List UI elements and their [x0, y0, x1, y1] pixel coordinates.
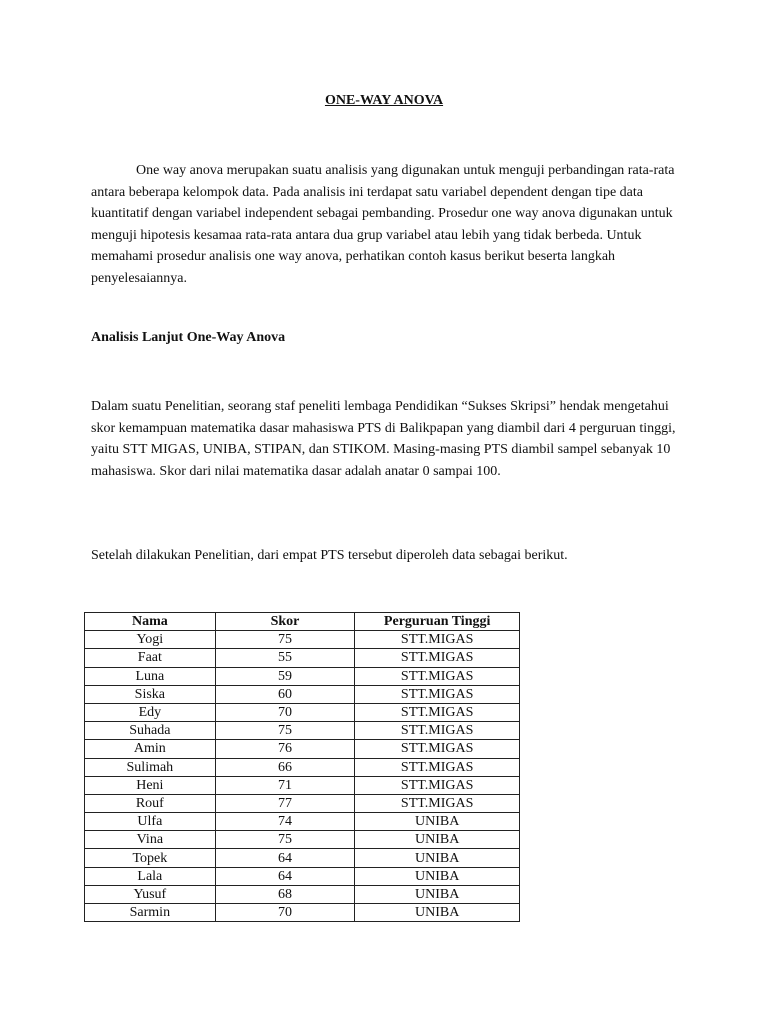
table-row [85, 904, 520, 922]
cell-skor: 64 [215, 849, 355, 867]
cell-perguruan-tinggi: STT.MIGAS [355, 703, 520, 721]
table-row [85, 758, 520, 776]
table-row [85, 722, 520, 740]
cell-nama: Siska [85, 685, 216, 703]
cell-perguruan-tinggi: STT.MIGAS [355, 722, 520, 740]
cell-perguruan-tinggi: STT.MIGAS [355, 649, 520, 667]
table-header-row [85, 613, 520, 631]
table-row [85, 794, 520, 812]
cell-nama: Topek [85, 849, 216, 867]
cell-skor: 76 [215, 740, 355, 758]
cell-perguruan-tinggi: STT.MIGAS [355, 740, 520, 758]
table-row [85, 831, 520, 849]
cell-perguruan-tinggi: UNIBA [355, 813, 520, 831]
case-paragraph: Dalam suatu Penelitian, seorang staf peneliti lembaga Pendidikan “Sukses Skripsi” hendak mengetahui skor kemampuan matematika dasar mahasiswa PTS di Balikpapan yang diambil dari 4 perguruan tinggi, yaitu STT MIGAS, UNIBA, STIPAN, dan STIKOM. Masing-masing PTS diambil sampel sebanyak 10 mahasiswa. Skor dari nilai matematika dasar adalah anatar 0 sampai 100. [91, 399, 676, 479]
document-title: ONE-WAY ANOVA [324, 93, 444, 108]
table-row [85, 703, 520, 721]
cell-nama: Yogi [85, 631, 216, 649]
intro-paragraph: One way anova merupakan suatu analisis yang digunakan untuk menguji perbandingan rata-rata antara beberapa kelompok data. Pada analisis ini terdapat satu variabel dependent dengan tipe data kuantitatif dengan variabel independent sebagai pembanding. Prosedur one way anova digunakan untuk menguji hipotesis kesamaa rata-rata antara dua grup variabel atau lebih yang tidak berbeda. Untuk memahami prosedur analisis one way anova, perhatikan contoh kasus berikut beserta langkah penyelesaiannya. [91, 163, 675, 286]
cell-perguruan-tinggi: STT.MIGAS [355, 758, 520, 776]
cell-perguruan-tinggi: UNIBA [355, 904, 520, 922]
cell-skor: 68 [215, 885, 355, 903]
cell-nama: Vina [85, 831, 216, 849]
cell-perguruan-tinggi: UNIBA [355, 867, 520, 885]
cell-nama: Lala [85, 867, 216, 885]
table-row [85, 776, 520, 794]
cell-skor: 66 [215, 758, 355, 776]
cell-nama: Yusuf [85, 885, 216, 903]
cell-skor: 70 [215, 703, 355, 721]
cell-skor: 77 [215, 794, 355, 812]
data-table-container [84, 612, 520, 922]
cell-nama: Heni [85, 776, 216, 794]
header-nama: Nama [85, 613, 216, 631]
cell-perguruan-tinggi: STT.MIGAS [355, 794, 520, 812]
data-table [84, 612, 520, 922]
cell-perguruan-tinggi: STT.MIGAS [355, 631, 520, 649]
cell-nama: Amin [85, 740, 216, 758]
section-heading: Analisis Lanjut One-Way Anova [91, 330, 286, 345]
table-row [85, 685, 520, 703]
cell-perguruan-tinggi: UNIBA [355, 849, 520, 867]
cell-nama: Rouf [85, 794, 216, 812]
cell-skor: 64 [215, 867, 355, 885]
cell-skor: 71 [215, 776, 355, 794]
cell-skor: 75 [215, 722, 355, 740]
cell-perguruan-tinggi: STT.MIGAS [355, 776, 520, 794]
cell-nama: Faat [85, 649, 216, 667]
cell-perguruan-tinggi: STT.MIGAS [355, 685, 520, 703]
table-row [85, 649, 520, 667]
table-row [85, 740, 520, 758]
cell-skor: 75 [215, 831, 355, 849]
cell-nama: Sarmin [85, 904, 216, 922]
cell-nama: Sulimah [85, 758, 216, 776]
cell-skor: 59 [215, 667, 355, 685]
cell-perguruan-tinggi: UNIBA [355, 831, 520, 849]
cell-skor: 60 [215, 685, 355, 703]
cell-nama: Ulfa [85, 813, 216, 831]
cell-skor: 75 [215, 631, 355, 649]
table-row [85, 849, 520, 867]
cell-nama: Luna [85, 667, 216, 685]
table-row [85, 885, 520, 903]
cell-skor: 74 [215, 813, 355, 831]
cell-nama: Edy [85, 703, 216, 721]
table-row [85, 667, 520, 685]
cell-skor: 70 [215, 904, 355, 922]
cell-skor: 55 [215, 649, 355, 667]
table-row [85, 867, 520, 885]
cell-perguruan-tinggi: STT.MIGAS [355, 667, 520, 685]
header-skor: Skor [215, 613, 355, 631]
table-row [85, 813, 520, 831]
cell-perguruan-tinggi: UNIBA [355, 885, 520, 903]
cell-nama: Suhada [85, 722, 216, 740]
header-perguruan-tinggi: Perguruan Tinggi [355, 613, 520, 631]
result-paragraph: Setelah dilakukan Penelitian, dari empat PTS tersebut diperoleh data sebagai berikut. [91, 548, 568, 563]
table-row [85, 631, 520, 649]
